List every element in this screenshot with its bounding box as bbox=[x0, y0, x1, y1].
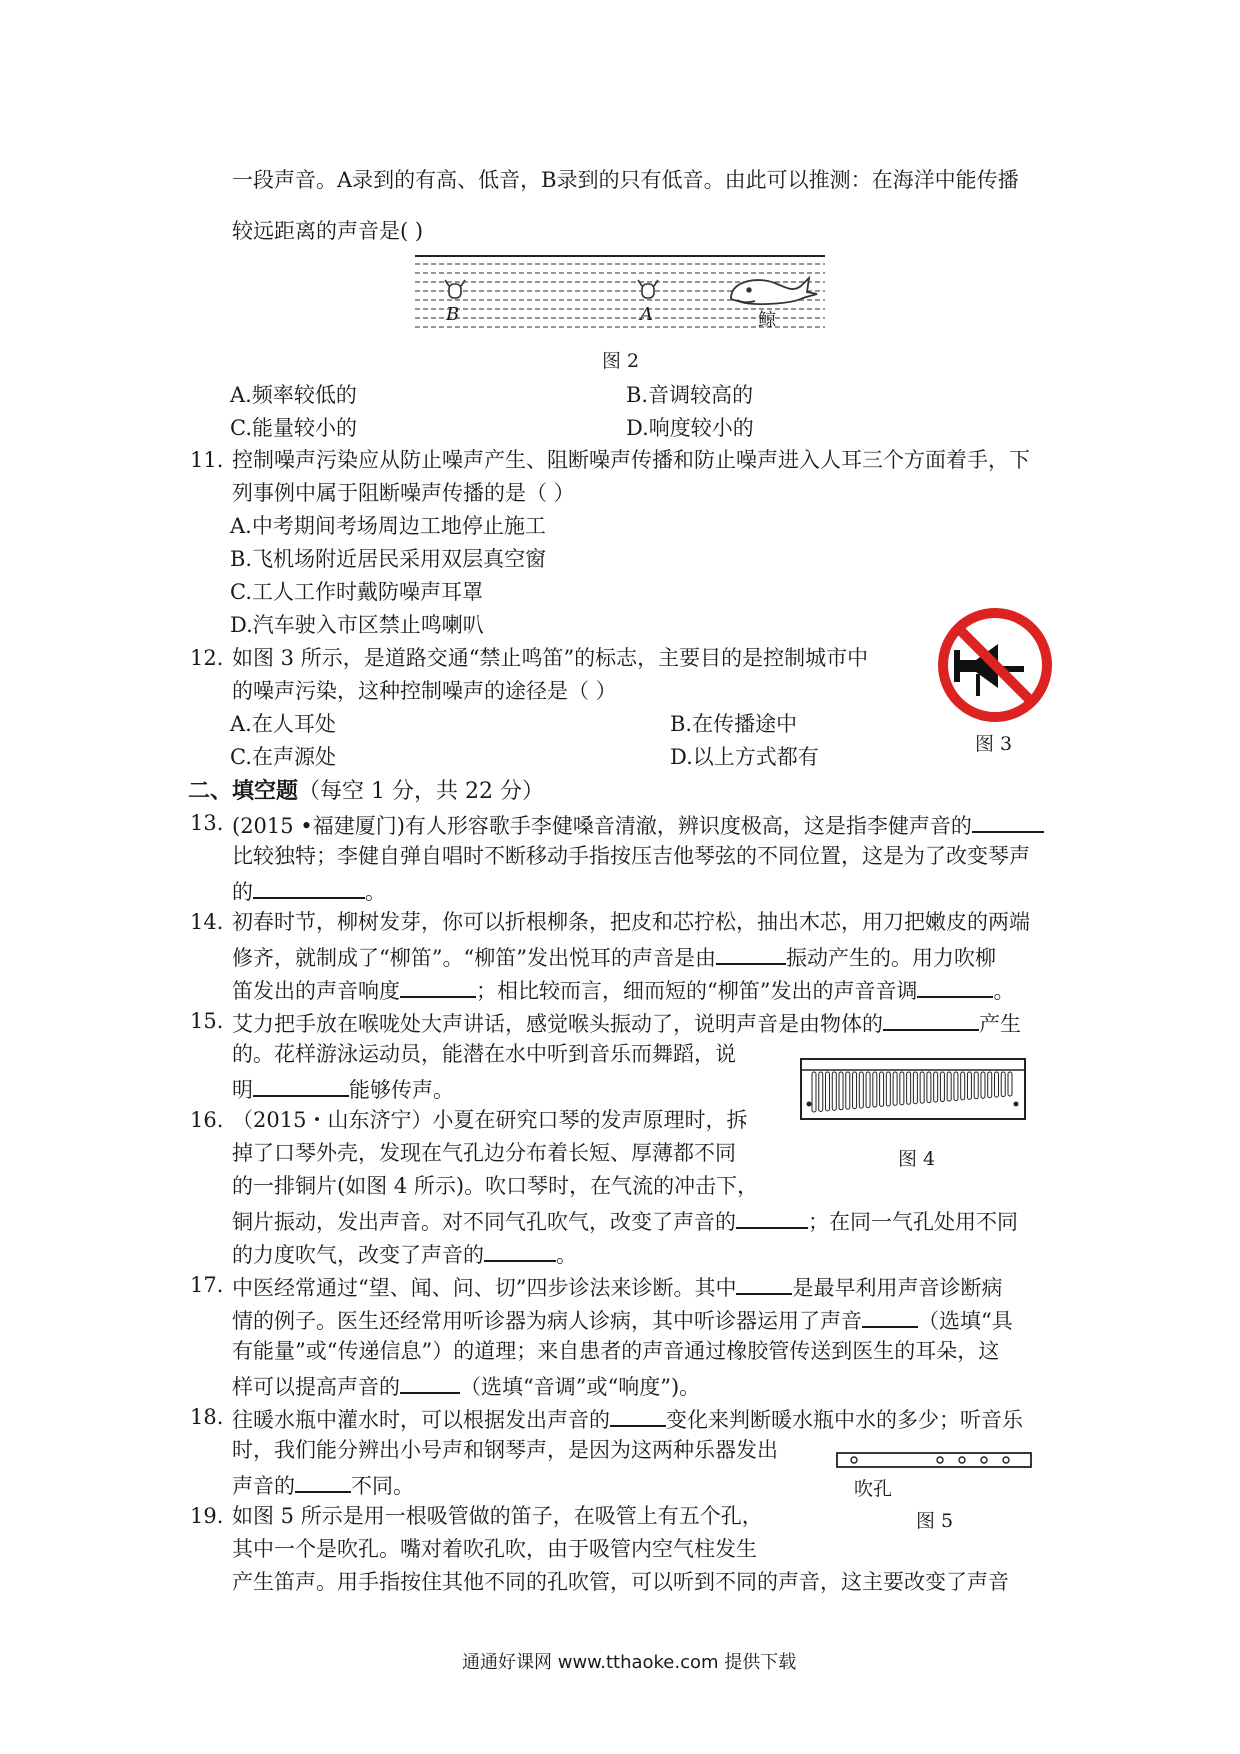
harmonica-reed bbox=[859, 1072, 863, 1108]
q13-text-1: (2015 •福建厦门)有人形容歌手李健嗓音清澈，辨识度极高，这是指李健声音的 bbox=[232, 814, 972, 838]
q19-number: 19. bbox=[190, 1504, 224, 1528]
straw-flute-diagram bbox=[836, 1450, 1032, 1470]
q17-line-4 bbox=[232, 1374, 700, 1398]
q16-blank-1[interactable] bbox=[736, 1209, 808, 1229]
harmonica-reed bbox=[920, 1072, 924, 1103]
q13-blank-2[interactable] bbox=[253, 879, 365, 899]
section-2-scoring-note: （每空 1 分，共 22 分） bbox=[298, 779, 544, 804]
figure-2-caption: 图 2 bbox=[602, 350, 640, 372]
q15-text-3a: 明 bbox=[232, 1078, 253, 1102]
figure-2-label-b: B bbox=[446, 304, 460, 325]
q14-line-3 bbox=[232, 978, 1014, 1002]
q14-text-3a: 笛发出的声音响度 bbox=[232, 979, 400, 1003]
q19-line-3: 产生笛声。用手指按住其他不同的孔吹管，可以听到不同的声音，这主要改变了声音 bbox=[232, 1570, 1009, 1594]
q19-line-1: 如图 5 所示是用一根吸管做的笛子，在吸管上有五个孔， bbox=[232, 1504, 763, 1528]
q17-text-2b: （选填“具 bbox=[918, 1309, 1013, 1333]
q17-number: 17. bbox=[190, 1273, 224, 1297]
q15-number: 15. bbox=[190, 1009, 224, 1033]
q16-text-5a: 的力度吹气，改变了声音的 bbox=[232, 1243, 484, 1267]
harmonica-reed bbox=[826, 1072, 830, 1111]
harmonica-reed bbox=[940, 1072, 944, 1102]
harmonica-reeds-diagram bbox=[800, 1058, 1026, 1120]
harmonica-reed bbox=[819, 1072, 823, 1111]
q11-number: 11. bbox=[190, 448, 224, 472]
harmonica-reed bbox=[927, 1072, 931, 1103]
figure-2-label-a: A bbox=[640, 304, 653, 325]
q17-blank-3[interactable] bbox=[400, 1374, 460, 1394]
q18-text-3b: 不同。 bbox=[351, 1474, 414, 1498]
q10-option-a: A.频率较低的 bbox=[230, 383, 357, 407]
q12-option-a: A.在人耳处 bbox=[230, 712, 336, 736]
q12-line-1: 如图 3 所示，是道路交通“禁止鸣笛”的标志，主要目的是控制城市中 bbox=[232, 646, 869, 670]
harmonica-reed bbox=[913, 1072, 917, 1104]
harmonica-reed bbox=[974, 1072, 978, 1099]
q12-number: 12. bbox=[190, 646, 224, 670]
q16-line-3: 的一排铜片(如图 4 所示)。吹口琴时，在气流的冲击下， bbox=[232, 1174, 759, 1198]
q16-line-1: （2015・山东济宁）小夏在研究口琴的发声原理时，拆 bbox=[232, 1108, 748, 1132]
harmonica-reed bbox=[832, 1072, 836, 1110]
figure-3-caption: 图 3 bbox=[975, 733, 1013, 755]
q14-line-1: 初春时节，柳树发芽，你可以折根柳条，把皮和芯拧松，抽出木芯，用刀把嫩皮的两端 bbox=[232, 910, 1030, 934]
q14-text-2b: 振动产生的。用力吹柳 bbox=[785, 946, 996, 970]
q15-line-2: 的。花样游泳运动员，能潜在水中听到音乐而舞蹈，说 bbox=[232, 1042, 736, 1066]
q17-line-3: 有能量”或“传递信息”）的道理；来自患者的声音通过橡胶管传送到医生的耳朵，这 bbox=[232, 1339, 1000, 1363]
harmonica-reed bbox=[839, 1072, 843, 1110]
whale-icon bbox=[731, 278, 817, 304]
harmonica-reed bbox=[994, 1072, 998, 1097]
q11-option-c: C.工人工作时戴防噪声耳罩 bbox=[230, 580, 483, 604]
q13-number: 13. bbox=[190, 811, 224, 835]
harmonica-reed bbox=[988, 1072, 992, 1098]
q16-line-2: 掉了口琴外壳，发现在气孔边分布着长短、厚薄都不同 bbox=[232, 1141, 736, 1165]
q12-option-d: D.以上方式都有 bbox=[670, 745, 819, 769]
q17-text-1b: 是最早利用声音诊断病 bbox=[792, 1276, 1003, 1300]
q14-line-2 bbox=[232, 945, 996, 969]
q11-line-2: 列事例中属于阻断噪声传播的是（ ） bbox=[232, 481, 575, 505]
q15-text-3b: 能够传声。 bbox=[349, 1078, 454, 1102]
q11-option-a: A.中考期间考场周边工地停止施工 bbox=[230, 514, 546, 538]
q16-number: 16. bbox=[190, 1108, 224, 1132]
harmonica-reed bbox=[961, 1072, 965, 1100]
harmonica-reed bbox=[1001, 1072, 1005, 1097]
q13-line-3 bbox=[232, 879, 386, 903]
q15-blank-1[interactable] bbox=[883, 1011, 979, 1031]
q17-line-1 bbox=[232, 1275, 1002, 1299]
harmonica-reed bbox=[947, 1072, 951, 1101]
harmonica-reed bbox=[1008, 1072, 1012, 1096]
q14-text-3b: ；相比较而言，细而短的“柳笛”发出的声音音调 bbox=[476, 979, 918, 1003]
q18-number: 18. bbox=[190, 1405, 224, 1429]
q14-blank-3[interactable] bbox=[917, 978, 993, 998]
q14-text-3c: 。 bbox=[993, 979, 1015, 1003]
q19-line-2: 其中一个是吹孔。嘴对着吹孔吹，由于吸管内空气柱发生 bbox=[232, 1537, 757, 1561]
microphone-b-icon bbox=[445, 280, 465, 298]
figure-5-blow-hole-label: 吹孔 bbox=[854, 1478, 893, 1500]
harmonica-reed bbox=[886, 1072, 890, 1106]
q15-line-3 bbox=[232, 1077, 454, 1101]
q18-line-2: 时，我们能分辨出小号声和钢琴声，是因为这两种乐器发出 bbox=[232, 1438, 778, 1462]
q15-line-1 bbox=[232, 1011, 1021, 1035]
q10-option-c: C.能量较小的 bbox=[230, 416, 357, 440]
harmonica-reed bbox=[846, 1072, 850, 1109]
harmonica-reed bbox=[954, 1072, 958, 1100]
section-2-title bbox=[188, 780, 544, 803]
q17-text-4a: 样可以提高声音的 bbox=[232, 1375, 400, 1399]
section-2-title-text: 二、填空题 bbox=[188, 778, 299, 804]
q17-text-1a: 中医经常通过“望、闻、问、切”四步诊法来诊断。其中 bbox=[232, 1276, 737, 1300]
q18-text-1a: 往暖水瓶中灌水时，可以根据发出声音的 bbox=[232, 1408, 610, 1432]
page-footer: 通通好课网 www.tthaoke.com 提供下载 bbox=[462, 1652, 797, 1673]
harmonica-reed bbox=[866, 1072, 870, 1108]
q18-line-3 bbox=[232, 1473, 414, 1497]
microphone-a-icon bbox=[638, 280, 658, 298]
q18-text-1b: 变化来判断暖水瓶中水的多少；听音乐 bbox=[666, 1408, 1023, 1432]
q13-blank-1[interactable] bbox=[972, 813, 1044, 833]
q17-blank-2[interactable] bbox=[862, 1308, 918, 1328]
harmonica-reed bbox=[967, 1072, 971, 1099]
q11-line-1: 控制噪声污染应从防止噪声产生、阻断噪声传播和防止噪声进入人耳三个方面着手，下 bbox=[232, 448, 1030, 472]
q14-text-2a: 修齐，就制成了“柳笛”。“柳笛”发出悦耳的声音是由 bbox=[232, 946, 716, 970]
q15-blank-2[interactable] bbox=[253, 1077, 349, 1097]
q11-option-d: D.汽车驶入市区禁止鸣喇叭 bbox=[230, 613, 484, 637]
blow-hole-icon bbox=[851, 1457, 857, 1463]
figure-2-label-whale: 鲸 bbox=[758, 310, 776, 331]
q17-blank-1[interactable] bbox=[736, 1275, 792, 1295]
q17-text-4b: （选填“音调”或“响度”)。 bbox=[460, 1375, 701, 1399]
q14-blank-2[interactable] bbox=[400, 978, 476, 998]
harmonica-reed bbox=[934, 1072, 938, 1102]
harmonica-reed bbox=[893, 1072, 897, 1105]
q10-line-2: 较远距离的声音是( ) bbox=[232, 219, 424, 243]
q10-option-d: D.响度较小的 bbox=[626, 416, 754, 440]
harmonica-reed bbox=[880, 1072, 884, 1107]
no-horn-sign-icon bbox=[936, 606, 1054, 724]
q13-line-2: 比较独特；李健自弹自唱时不断移动手指按压吉他琴弦的不同位置，这是为了改变琴声 bbox=[232, 844, 1030, 868]
q18-blank-2[interactable] bbox=[295, 1473, 351, 1493]
q14-blank-1[interactable] bbox=[716, 945, 786, 965]
harmonica-reed bbox=[853, 1072, 857, 1109]
q16-line-5 bbox=[232, 1242, 577, 1266]
q15-text-1b: 产生 bbox=[979, 1012, 1021, 1036]
q18-text-3a: 声音的 bbox=[232, 1474, 295, 1498]
harmonica-reed bbox=[907, 1072, 911, 1104]
q10-line-1: 一段声音。A录到的有高、低音，B录到的只有低音。由此可以推测：在海洋中能传播 bbox=[232, 168, 1019, 192]
q16-text-4a: 铜片振动，发出声音。对不同气孔吹气，改变了声音的 bbox=[232, 1210, 736, 1234]
harmonica-reed bbox=[981, 1072, 985, 1098]
q18-blank-1[interactable] bbox=[610, 1407, 666, 1427]
q18-line-1 bbox=[232, 1407, 1023, 1431]
q11-option-b: B.飞机场附近居民采用双层真空窗 bbox=[230, 547, 547, 571]
q13-text-3b: 。 bbox=[365, 880, 386, 904]
harmonica-reed bbox=[900, 1072, 904, 1105]
q12-option-b: B.在传播途中 bbox=[670, 712, 798, 736]
q13-line-1 bbox=[232, 813, 1044, 837]
q12-option-c: C.在声源处 bbox=[230, 745, 336, 769]
q12-line-2: 的噪声污染，这种控制噪声的途径是（ ） bbox=[232, 679, 617, 703]
q13-text-3a: 的 bbox=[232, 880, 253, 904]
q17-text-2a: 情的例子。医生还经常用听诊器为病人诊病，其中听诊器运用了声音 bbox=[232, 1309, 862, 1333]
q15-text-1a: 艾力把手放在喉咙处大声讲话，感觉喉头振动了，说明声音是由物体的 bbox=[232, 1012, 883, 1036]
q16-text-5b: 。 bbox=[556, 1243, 577, 1267]
harmonica-reed bbox=[812, 1072, 816, 1112]
q10-option-b: B.音调较高的 bbox=[626, 383, 754, 407]
q16-text-4b: ；在同一气孔处用不同 bbox=[808, 1210, 1018, 1234]
q17-line-2 bbox=[232, 1308, 1013, 1332]
q16-line-4 bbox=[232, 1209, 1018, 1233]
q16-blank-2[interactable] bbox=[484, 1242, 556, 1262]
harmonica-reed bbox=[873, 1072, 877, 1107]
q14-number: 14. bbox=[190, 910, 224, 934]
figure-4-caption: 图 4 bbox=[898, 1148, 936, 1170]
figure-5-caption: 图 5 bbox=[916, 1510, 954, 1532]
